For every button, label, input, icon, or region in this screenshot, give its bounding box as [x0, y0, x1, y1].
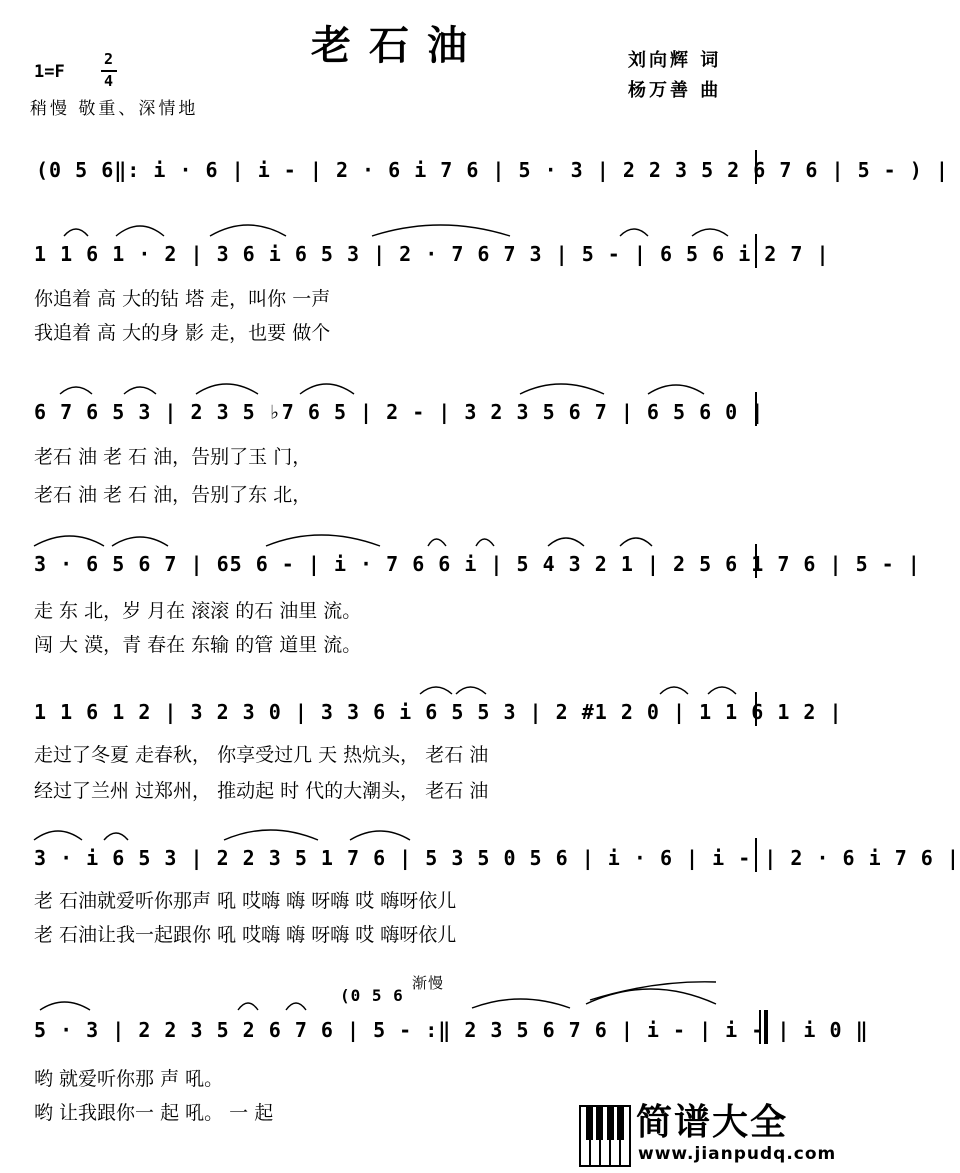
- lyrics-verse-1-line-2: 你追着 高 大的钻 塔 走，叫你 一声: [34, 288, 331, 310]
- notation-line-3: 6 7 6 5 3 | 2 3 5 ♭7 6 5 | 2 - | 3 2 3 5 6 7 | 6 5 6 0 |: [34, 400, 765, 424]
- notation-line-6: 3 · i 6 5 3 | 2 2 3 5 1 7 6 | 5 3 5 0 5 6 | i · 6 | i - | 2 · 6 i 7 6 |: [34, 846, 960, 870]
- notation-line-7: 5 · 3 | 2 2 3 5 2 6 7 6 | 5 - :‖ 2 3 5 6 7 6 | i - | i - | i 0 ‖: [34, 1018, 869, 1042]
- notation-line-2: 1 1 6 1 · 2 | 3 6 i 6 5 3 | 2 · 7 6 7 3 | 5 - | 6 5 6 i 2 7 |: [34, 242, 830, 266]
- song-title: 老石油: [311, 22, 485, 69]
- time-signature-top: 2: [104, 50, 114, 68]
- logo-url: www.jianpudq.com: [638, 1144, 837, 1164]
- key-signature: 1=F: [34, 62, 65, 82]
- site-logo: [578, 1092, 837, 1173]
- lyrics-verse-1-line-6: 老 石油就爱听你那声 吼 哎嗨 嗨 呀嗨 哎 嗨呀依儿: [34, 890, 457, 912]
- lyricist-credit: 刘向辉 词: [628, 50, 722, 71]
- lyrics-verse-2-line-6: 老 石油让我一起跟你 吼 哎嗨 嗨 呀嗨 哎 嗨呀依儿: [34, 924, 457, 946]
- lyrics-verse-1-line-4: 走 东 北，岁 月在 滚滚 的石 油里 流。: [34, 600, 362, 622]
- repeat-pickup: (0 5 6: [340, 986, 404, 1005]
- lyrics-verse-1-line-7: 哟 就爱听你那 声 吼。: [34, 1068, 224, 1090]
- notation-line-5: 1 1 6 1 2 | 3 2 3 0 | 3 3 6 i 6 5 5 3 | 2 #1 2 0 | 1 1 6 1 2 |: [34, 700, 843, 724]
- lyrics-verse-2-line-7: 哟 让我跟你一 起 吼。 一 起: [34, 1102, 274, 1124]
- lyrics-verse-1-line-3: 老石 油 老 石 油，告别了玉 门，: [34, 446, 312, 468]
- notation-line-1: (0 5 6‖: i · 6 | i - | 2 · 6 i 7 6 | 5 · 3 | 2 2 3 5 2 6 7 6 | 5 - ) |: [36, 158, 949, 182]
- lyrics-verse-2-line-5: 经过了兰州 过郑州， 推动起 时 代的大潮头， 老石 油: [34, 780, 489, 802]
- tempo-marking: 稍慢 敬重、深情地: [30, 99, 199, 119]
- time-signature-bottom: 4: [104, 72, 114, 90]
- lyrics-verse-2-line-2: 我追着 高 大的身 影 走，也要 做个: [34, 322, 331, 344]
- piano-keys-icon: [578, 1092, 634, 1170]
- notation-line-4: 3 · 6 5 6 7 | 65 6 - | i · 7 6 6 i | 5 4 3 2 1 | 2 5 6 1 7 6 | 5 - |: [34, 552, 921, 576]
- lyrics-verse-1-line-5: 走过了冬夏 走春秋， 你享受过几 天 热炕头， 老石 油: [34, 744, 489, 766]
- logo-title: 简谱大全: [636, 1102, 789, 1143]
- composer-credit: 杨万善 曲: [628, 80, 722, 101]
- tempo-change-marking: 渐慢: [412, 974, 445, 992]
- lyrics-verse-2-line-3: 老石 油 老 石 油，告别了东 北，: [34, 484, 312, 506]
- lyrics-verse-2-line-4: 闯 大 漠，青 春在 东输 的管 道里 流。: [34, 634, 362, 656]
